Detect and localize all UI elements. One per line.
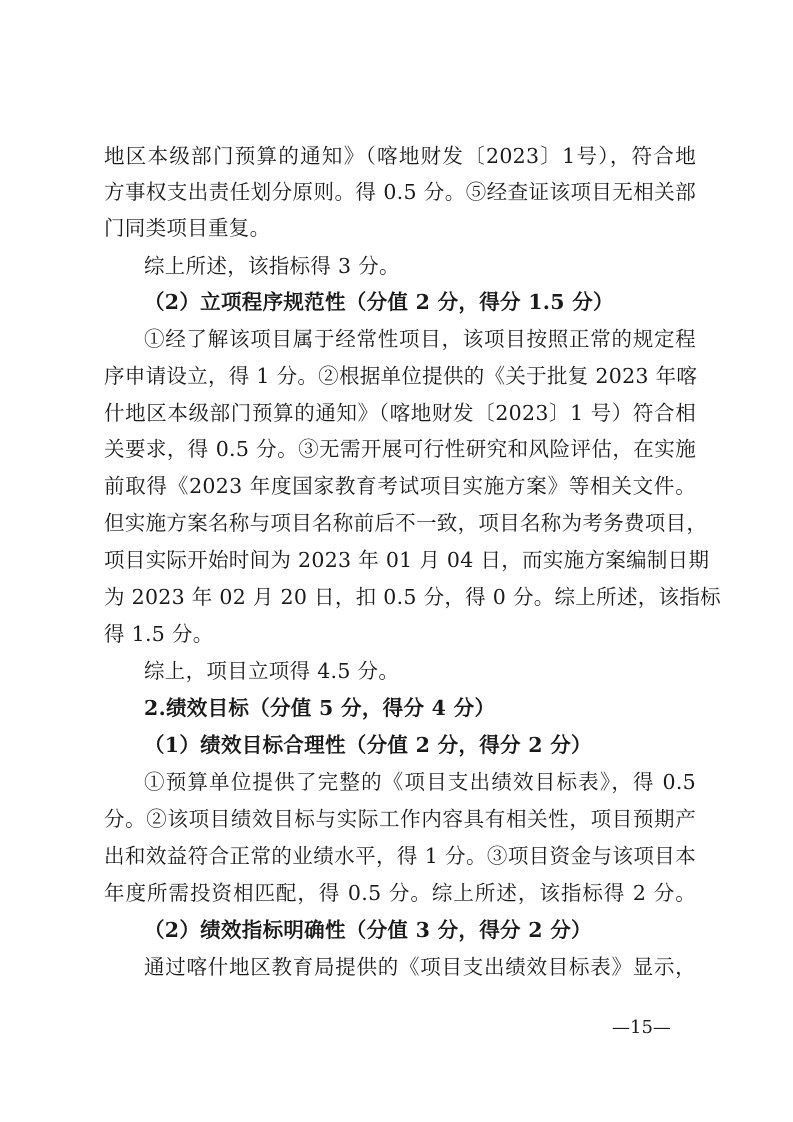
- body-text-line: 序申请设立，得 1 分。②根据单位提供的《关于批复 2023 年喀: [104, 364, 698, 388]
- body-text-line: 但实施方案名称与项目名称前后不一致，项目名称为考务费项目，: [104, 511, 708, 535]
- section-heading: （1）绩效目标合理性（分值 2 分，得分 2 分）: [144, 733, 592, 757]
- body-text-line: 出和效益符合正常的业绩水平，得 1 分。③项目资金与该项目本: [104, 844, 696, 868]
- page-number: —15—: [612, 1017, 671, 1038]
- body-text-line: 得 1.5 分。: [104, 622, 214, 646]
- section-heading: （2）绩效指标明确性（分值 3 分，得分 2 分）: [144, 918, 592, 942]
- body-text-line: ①经了解该项目属于经常性项目，该项目按照正常的规定程: [144, 327, 696, 351]
- body-text-line: 方事权支出责任划分原则。得 0.5 分。⑤经查证该项目无相关部: [104, 180, 696, 204]
- summary-line: 综上，项目立项得 4.5 分。: [144, 659, 400, 683]
- section-heading: 2.绩效目标（分值 5 分，得分 4 分）: [144, 696, 496, 720]
- body-text-line: 地区本级部门预算的通知》（喀地财发〔2023〕1号），符合地: [104, 144, 696, 168]
- body-text-line: 年度所需投资相匹配，得 0.5 分。综上所述，该指标得 2 分。: [104, 881, 696, 905]
- body-text-line: 什地区本级部门预算的通知》（喀地财发〔2023〕1 号）符合相: [104, 401, 696, 425]
- body-text-line: 前取得《2023 年度国家教育考试项目实施方案》等相关文件。: [104, 474, 696, 498]
- body-text-line: 通过喀什地区教育局提供的《项目支出绩效目标表》显示，: [144, 955, 696, 979]
- body-text-line: 为 2023 年 02 月 20 日，扣 0.5 分，得 0 分。综上所述，该指标: [104, 585, 721, 609]
- body-text-line: 门同类项目重复。: [104, 216, 271, 240]
- summary-line: 综上所述，该指标得 3 分。: [144, 254, 400, 278]
- body-text-line: 关要求，得 0.5 分。③无需开展可行性研究和风险评估，在实施: [104, 437, 696, 461]
- body-text-line: 项目实际开始时间为 2023 年 01 月 04 日，而实施方案编制日期: [104, 548, 710, 572]
- body-text-line: ①预算单位提供了完整的《项目支出绩效目标表》，得 0.5: [144, 770, 696, 794]
- body-text-line: 分。②该项目绩效目标与实际工作内容具有相关性，项目预期产: [104, 807, 696, 831]
- section-heading: （2）立项程序规范性（分值 2 分，得分 1.5 分）: [144, 290, 614, 314]
